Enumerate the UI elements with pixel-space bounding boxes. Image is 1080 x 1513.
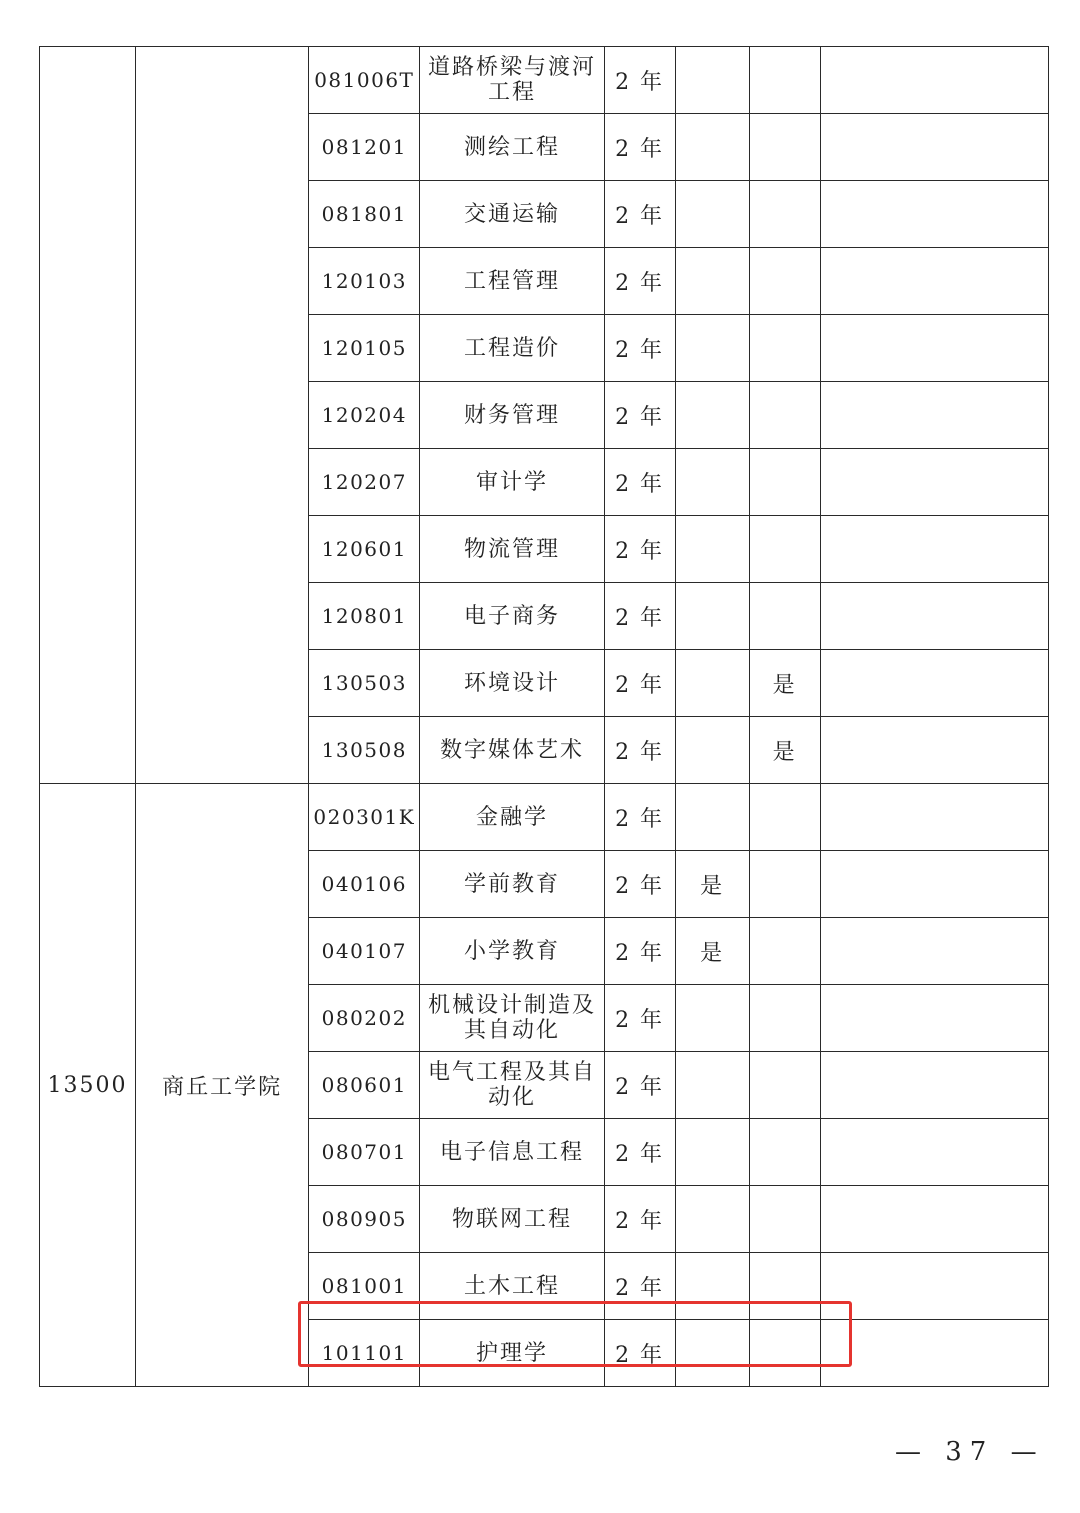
remarks-cell — [820, 449, 1048, 516]
remarks-cell — [820, 1186, 1048, 1253]
remarks-cell — [820, 516, 1048, 583]
duration-cell: 2 年 — [604, 1320, 675, 1387]
table-row — [40, 784, 1049, 851]
remarks-cell — [820, 181, 1048, 248]
flag-f-cell — [749, 382, 820, 449]
table-row — [40, 47, 1049, 114]
remarks-cell — [820, 583, 1048, 650]
major-code-cell: 081801 — [309, 181, 420, 248]
school-code-cell — [40, 47, 136, 784]
flag-f-cell — [749, 1119, 820, 1186]
school-code-cell: 13500 — [40, 784, 136, 1387]
major-name-cell: 工程管理 — [420, 248, 604, 315]
flag-e-cell — [675, 181, 749, 248]
duration-cell: 2 年 — [604, 47, 675, 114]
flag-e-cell — [675, 382, 749, 449]
flag-e-cell: 是 — [675, 918, 749, 985]
flag-f-cell — [749, 851, 820, 918]
flag-f-cell — [749, 784, 820, 851]
duration-cell: 2 年 — [604, 717, 675, 784]
major-code-cell: 080601 — [309, 1052, 420, 1119]
admission-table-container — [39, 46, 1049, 1387]
flag-e-cell — [675, 1320, 749, 1387]
major-code-cell: 080701 — [309, 1119, 420, 1186]
major-code-cell: 080905 — [309, 1186, 420, 1253]
flag-f-cell — [749, 47, 820, 114]
major-name-cell: 金融学 — [420, 784, 604, 851]
duration-cell: 2 年 — [604, 516, 675, 583]
flag-f-cell — [749, 315, 820, 382]
major-code-cell: 120207 — [309, 449, 420, 516]
school-name-cell: 商丘工学院 — [136, 784, 309, 1387]
major-code-cell: 040107 — [309, 918, 420, 985]
major-name-cell: 财务管理 — [420, 382, 604, 449]
major-name-cell: 物流管理 — [420, 516, 604, 583]
duration-cell: 2 年 — [604, 784, 675, 851]
major-name-cell: 土木工程 — [420, 1253, 604, 1320]
remarks-cell — [820, 918, 1048, 985]
flag-e-cell — [675, 1253, 749, 1320]
duration-cell: 2 年 — [604, 248, 675, 315]
flag-e-cell — [675, 583, 749, 650]
duration-cell: 2 年 — [604, 851, 675, 918]
flag-f-cell — [749, 1186, 820, 1253]
duration-cell: 2 年 — [604, 650, 675, 717]
remarks-cell — [820, 382, 1048, 449]
major-name-cell: 学前教育 — [420, 851, 604, 918]
major-code-cell: 101101 — [309, 1320, 420, 1387]
major-code-cell: 020301K — [309, 784, 420, 851]
flag-e-cell — [675, 717, 749, 784]
duration-cell: 2 年 — [604, 382, 675, 449]
majors-table — [39, 46, 1049, 1387]
flag-e-cell — [675, 114, 749, 181]
flag-e-cell — [675, 1186, 749, 1253]
major-name-cell: 测绘工程 — [420, 114, 604, 181]
major-code-cell: 130503 — [309, 650, 420, 717]
flag-f-cell: 是 — [749, 717, 820, 784]
remarks-cell — [820, 650, 1048, 717]
remarks-cell — [820, 1052, 1048, 1119]
flag-f-cell — [749, 248, 820, 315]
major-name-cell: 道路桥梁与渡河工程 — [420, 47, 604, 114]
major-code-cell: 120204 — [309, 382, 420, 449]
major-code-cell: 040106 — [309, 851, 420, 918]
major-name-cell: 电子商务 — [420, 583, 604, 650]
page-number: — 37 — — [895, 1437, 1045, 1467]
flag-e-cell — [675, 315, 749, 382]
flag-e-cell — [675, 784, 749, 851]
major-code-cell: 130508 — [309, 717, 420, 784]
duration-cell: 2 年 — [604, 181, 675, 248]
major-code-cell: 081001 — [309, 1253, 420, 1320]
flag-e-cell — [675, 1052, 749, 1119]
flag-f-cell — [749, 583, 820, 650]
flag-f-cell — [749, 985, 820, 1052]
major-name-cell: 护理学 — [420, 1320, 604, 1387]
remarks-cell — [820, 851, 1048, 918]
duration-cell: 2 年 — [604, 449, 675, 516]
flag-e-cell — [675, 650, 749, 717]
flag-f-cell — [749, 918, 820, 985]
flag-e-cell — [675, 248, 749, 315]
duration-cell: 2 年 — [604, 918, 675, 985]
duration-cell: 2 年 — [604, 315, 675, 382]
remarks-cell — [820, 47, 1048, 114]
major-name-cell: 交通运输 — [420, 181, 604, 248]
major-name-cell: 小学教育 — [420, 918, 604, 985]
major-code-cell: 081006T — [309, 47, 420, 114]
major-name-cell: 电气工程及其自动化 — [420, 1052, 604, 1119]
duration-cell: 2 年 — [604, 583, 675, 650]
flag-e-cell — [675, 47, 749, 114]
flag-e-cell — [675, 985, 749, 1052]
major-code-cell: 120601 — [309, 516, 420, 583]
duration-cell: 2 年 — [604, 985, 675, 1052]
school-name-cell — [136, 47, 309, 784]
flag-e-cell — [675, 516, 749, 583]
major-name-cell: 机械设计制造及其自动化 — [420, 985, 604, 1052]
remarks-cell — [820, 985, 1048, 1052]
major-code-cell: 081201 — [309, 114, 420, 181]
flag-e-cell — [675, 1119, 749, 1186]
remarks-cell — [820, 248, 1048, 315]
duration-cell: 2 年 — [604, 1186, 675, 1253]
flag-f-cell — [749, 114, 820, 181]
remarks-cell — [820, 1253, 1048, 1320]
major-name-cell: 审计学 — [420, 449, 604, 516]
duration-cell: 2 年 — [604, 1119, 675, 1186]
flag-e-cell — [675, 449, 749, 516]
flag-f-cell — [749, 181, 820, 248]
flag-f-cell — [749, 1320, 820, 1387]
remarks-cell — [820, 114, 1048, 181]
remarks-cell — [820, 1320, 1048, 1387]
major-code-cell: 120103 — [309, 248, 420, 315]
major-code-cell: 120105 — [309, 315, 420, 382]
duration-cell: 2 年 — [604, 1052, 675, 1119]
duration-cell: 2 年 — [604, 114, 675, 181]
flag-e-cell: 是 — [675, 851, 749, 918]
remarks-cell — [820, 1119, 1048, 1186]
major-code-cell: 120801 — [309, 583, 420, 650]
major-name-cell: 电子信息工程 — [420, 1119, 604, 1186]
major-name-cell: 物联网工程 — [420, 1186, 604, 1253]
remarks-cell — [820, 784, 1048, 851]
major-name-cell: 数字媒体艺术 — [420, 717, 604, 784]
remarks-cell — [820, 717, 1048, 784]
major-name-cell: 环境设计 — [420, 650, 604, 717]
remarks-cell — [820, 315, 1048, 382]
flag-f-cell: 是 — [749, 650, 820, 717]
major-code-cell: 080202 — [309, 985, 420, 1052]
flag-f-cell — [749, 449, 820, 516]
flag-f-cell — [749, 1253, 820, 1320]
flag-f-cell — [749, 516, 820, 583]
flag-f-cell — [749, 1052, 820, 1119]
duration-cell: 2 年 — [604, 1253, 675, 1320]
major-name-cell: 工程造价 — [420, 315, 604, 382]
